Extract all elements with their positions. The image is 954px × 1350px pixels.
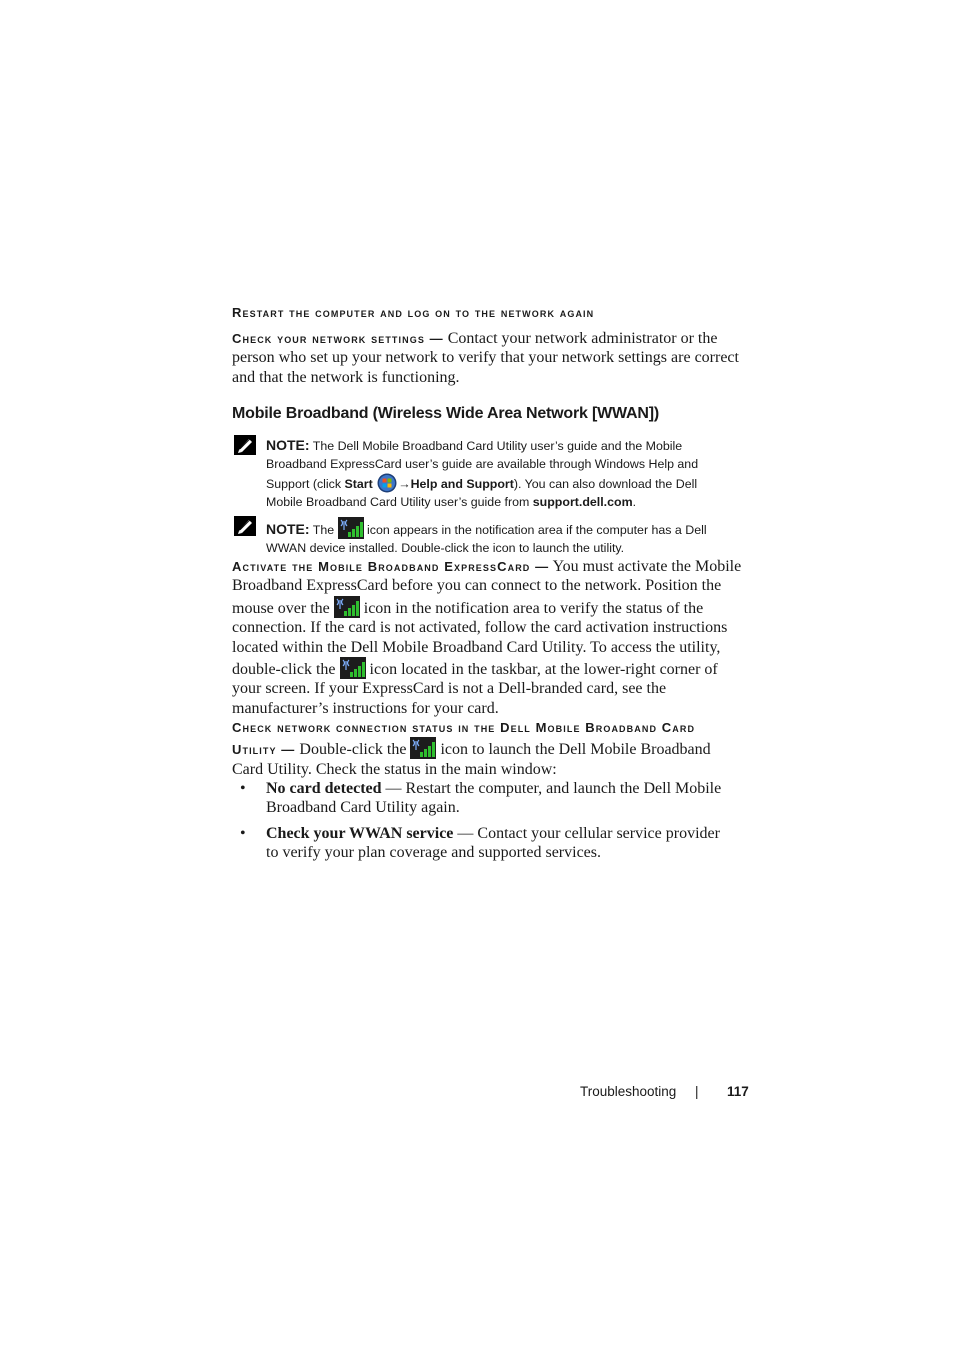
bullet-text: — Restart the computer, and launch the Dell Mobile Broadband Card Utility again. (266, 780, 722, 817)
windows-start-icon (376, 473, 398, 493)
page-number: 117 (727, 1084, 749, 1099)
note-pencil-icon (234, 435, 256, 455)
check-settings-text: Contact your network administrator or the person who set up your network to verify that your network settings are correct and that the network is functioning. (232, 330, 739, 386)
start-label: Start (344, 477, 373, 491)
bullet-dot: • (240, 825, 246, 842)
paragraph-text: icon located in the taskbar, at the lower-right corner of your screen. If your ExpressCard is not a Dell-branded card, see the manufacturer’s instructions for your card. (232, 661, 718, 717)
check-settings-paragraph (232, 329, 744, 387)
footer-separator: | (695, 1084, 699, 1099)
wwan-signal-icon (340, 657, 366, 679)
paragraph-text: icon in the notification area to verify the status of the connection. If the card is not activated, follow the card activation instructions located within the Dell Mobile Broadband Card Utility. To access the utility, double-click the (232, 599, 728, 679)
check-settings-label: Check your network settings — (232, 331, 444, 346)
section-title: Mobile Broadband (Wireless Wide Area Network [WWAN]) (232, 405, 659, 422)
arrow: → (398, 477, 411, 491)
wwan-signal-icon (334, 596, 360, 618)
bullet-text: — Contact your cellular service provider to verify your plan coverage and supported services. (266, 825, 720, 862)
note-text: The (312, 523, 335, 537)
note-pencil-icon (234, 516, 256, 536)
wwan-signal-icon (338, 517, 364, 539)
note-text: ). You can also download the Dell Mobile Broadband Card Utility user’s guide from (266, 477, 698, 509)
paragraph-text: You must activate the Mobile Broadband ExpressCard before you can connect to the network. Position the mouse over the (232, 558, 742, 617)
bullet-term: Check your WWAN service (266, 825, 454, 842)
help-and-support-label: Help and Support (410, 477, 514, 491)
activate-label: Activate the Mobile Broadband ExpressCard — (232, 559, 550, 574)
restart-heading: Restart the computer and log on to the network again (232, 305, 595, 320)
note-label: NOTE: (266, 437, 310, 453)
note-text: . (632, 494, 637, 509)
wwan-signal-icon (410, 737, 436, 759)
paragraph-text: Double-click the (299, 741, 407, 759)
bullet-dot: • (240, 780, 246, 797)
footer-section: Troubleshooting (580, 1084, 677, 1099)
check-status-paragraph (232, 718, 744, 779)
support-url: support.dell.com (532, 494, 633, 509)
paragraph-text: icon to launch the Dell Mobile Broadband Card Utility. Check the status in the main window: (232, 741, 711, 778)
activate-paragraph (232, 557, 744, 718)
note-text: The Dell Mobile Broadband Card Utility user’s guide and the Mobile Broadband ExpressCard user’s guide are available through Windows Help and Support (click (266, 439, 699, 491)
check-status-label: Check network connection status in the Dell Mobile Broadband Card Utility — (232, 720, 696, 758)
note-help-and-support (266, 437, 736, 511)
note-label: NOTE: (266, 521, 310, 537)
bullet-term: No card detected (266, 780, 382, 797)
note-wwan-icon (266, 517, 736, 557)
note-text: icon appears in the notification area if the computer has a Dell WWAN device installed. Double-click the icon to launch the utility. (266, 523, 707, 555)
